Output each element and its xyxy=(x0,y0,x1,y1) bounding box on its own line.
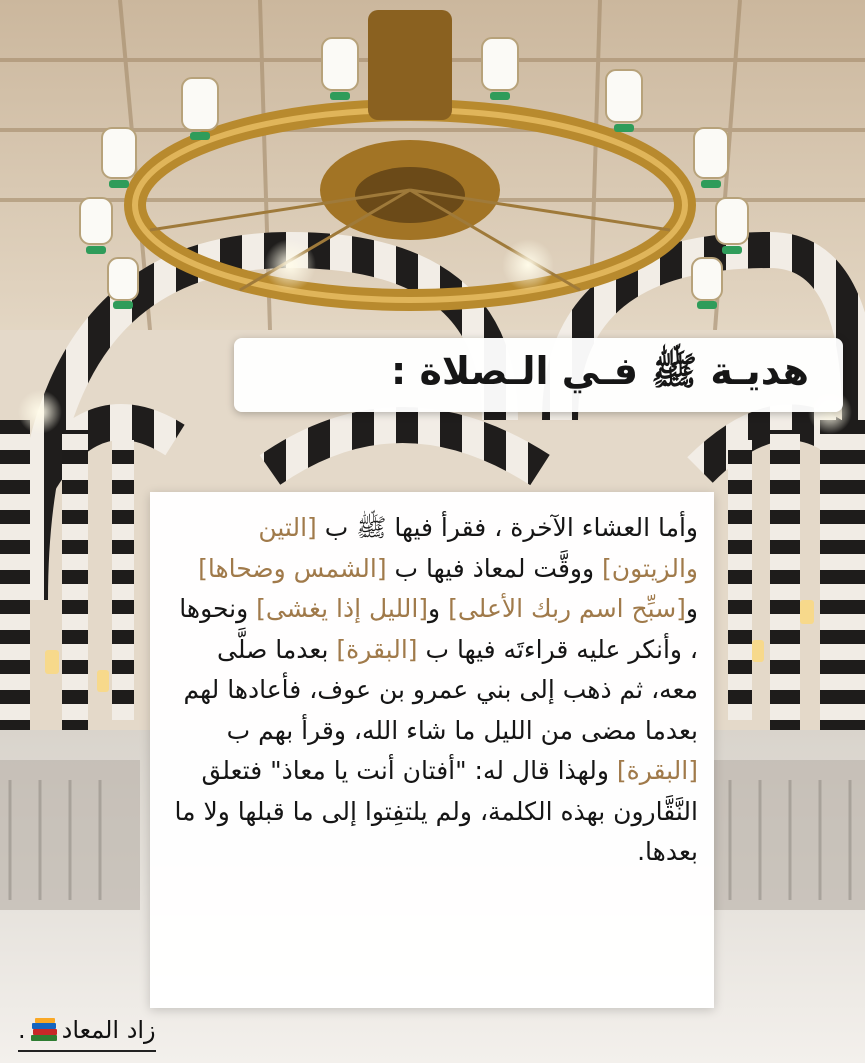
title-card xyxy=(234,338,843,412)
page-title: هديـة ﷺ فـي الـصلاة : xyxy=(391,348,809,393)
body-text-segment: ونحوها ، وأنكر عليه قراءتَه فيها ب xyxy=(179,594,698,664)
quoted-surah: [الليل إذا يغشى] xyxy=(256,594,429,623)
books-icon xyxy=(29,1017,59,1043)
text-card xyxy=(150,492,714,1008)
quoted-surah: [الشمس وضحاها] xyxy=(198,553,387,583)
signature-text: زاد المعاد xyxy=(61,1016,156,1044)
body-text-segment: ووقَّت لمعاذ فيها ب xyxy=(386,553,603,583)
quoted-surah: [البقرة] xyxy=(336,634,418,664)
quoted-surah: [البقرة] xyxy=(616,756,698,785)
quoted-surah: [التين والزيتون] xyxy=(258,513,698,583)
body-text-segment: وأما العشاء الآخرة ، فقرأ فيها ﷺ ب xyxy=(316,513,698,542)
body-text-segment: بعدما صلَّى معه، ثم ذهب إلى بني عمرو بن عوف، فأعادها لهم بعدما مضى من الليل ما شاء الله، وقرأ بهم ب xyxy=(183,634,698,745)
signature-dot: . xyxy=(18,1016,26,1044)
body-text-segment: و xyxy=(685,594,698,623)
body-paragraph xyxy=(168,508,698,873)
signature xyxy=(18,1012,156,1052)
quoted-surah: [سبِّح اسم ربك الأعلى] xyxy=(448,594,686,623)
body-text-segment: ولهذا قال له: "أفتان أنت يا معاذ" فتعلق النَّقَّارون بهذه الكلمة، ولم يلتفِتوا إلى ما قبلها ولا ما بعدها. xyxy=(174,756,698,866)
body-text-segment: و xyxy=(428,594,449,623)
